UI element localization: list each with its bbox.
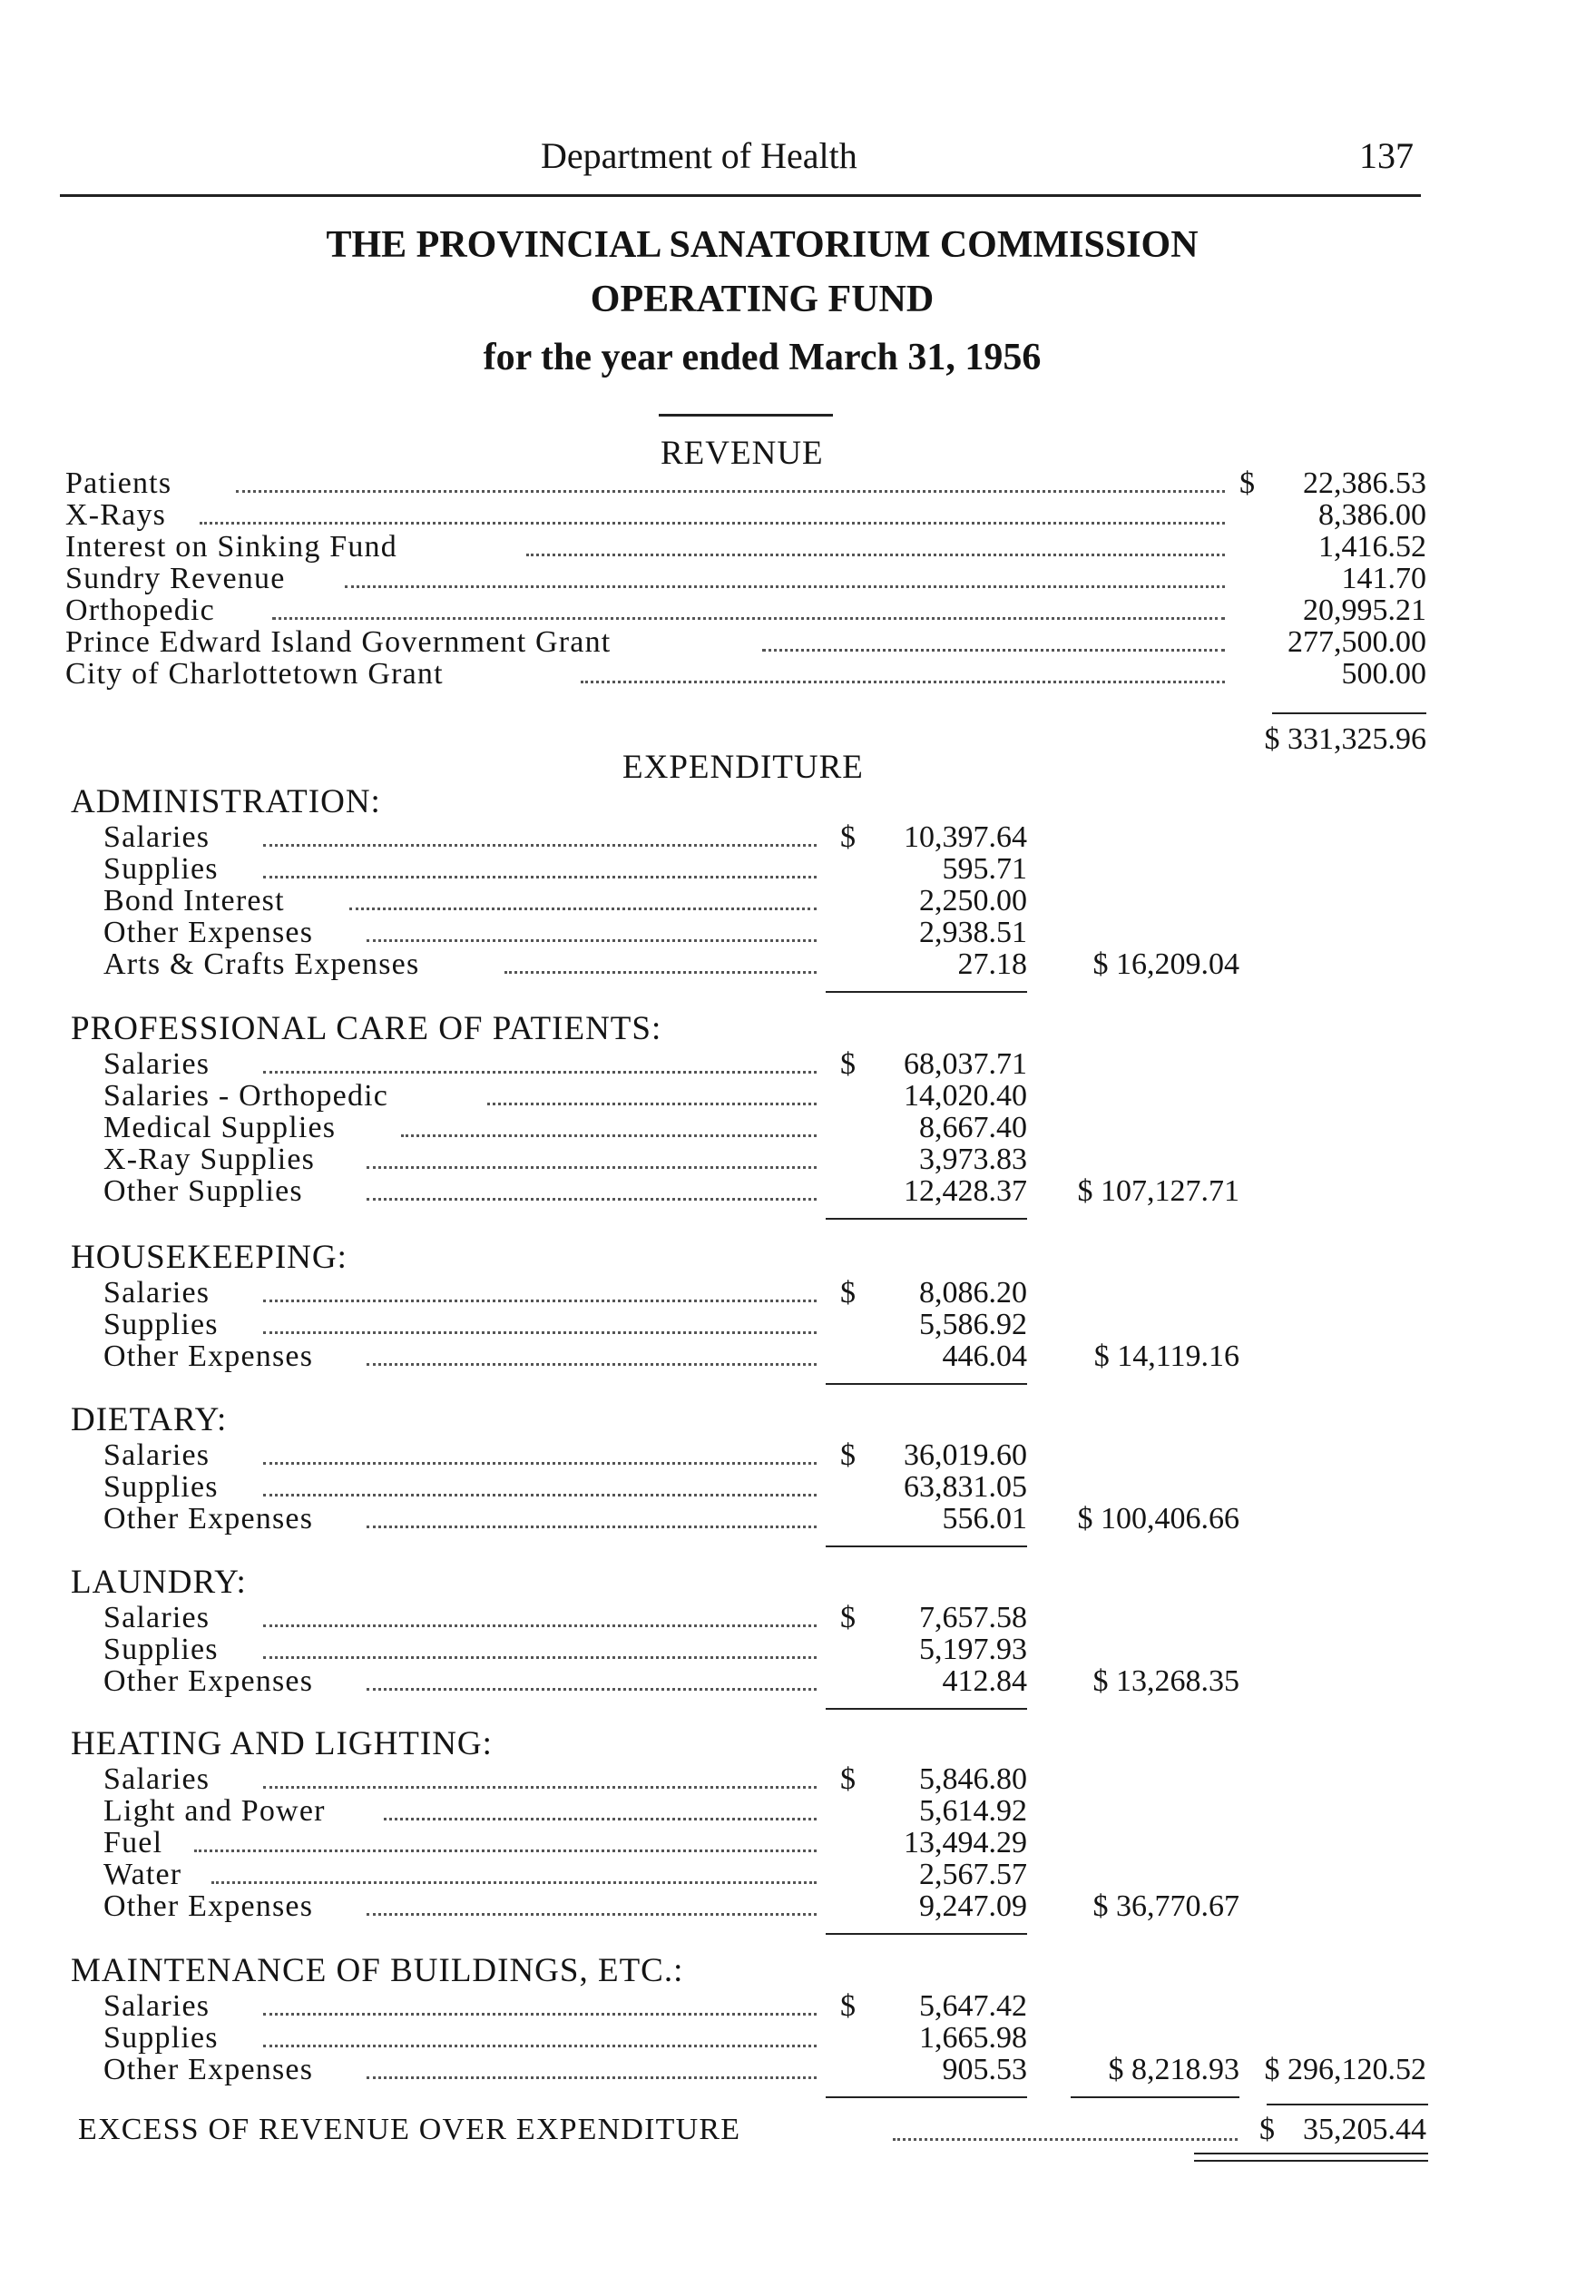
leader-dots (581, 681, 1225, 683)
revenue-item-label: Orthopedic (65, 594, 215, 627)
leader-dots (367, 1166, 817, 1169)
expense-item-amount: 2,567.57 (919, 1858, 1027, 1891)
page-number: 137 (1359, 135, 1414, 176)
expense-item-amount: 905.53 (942, 2053, 1027, 2086)
document-period: for the year ended March 31, 1956 (483, 337, 1042, 378)
leader-dots (236, 490, 1225, 493)
section-heading: DIETARY: (71, 1401, 228, 1438)
expense-item-label: Bond Interest (103, 884, 285, 917)
revenue-total-rule (1272, 712, 1426, 714)
expense-item-amount: 3,973.83 (919, 1143, 1027, 1176)
leader-dots (263, 1786, 817, 1789)
expense-item-label: Other Expenses (103, 916, 314, 949)
revenue-item-currency: $ (1239, 466, 1255, 500)
expense-item-amount: 7,657.58 (919, 1601, 1027, 1634)
revenue-item-amount: 500.00 (1341, 657, 1426, 691)
expense-item-label: Supplies (103, 2021, 219, 2055)
revenue-item-amount: 22,386.53 (1303, 466, 1426, 500)
subtotal-rule (826, 1933, 1027, 1935)
excess-amount: 35,205.44 (1303, 2113, 1426, 2146)
expense-item-label: X-Ray Supplies (103, 1143, 316, 1176)
expense-item-label: Other Expenses (103, 1502, 314, 1536)
running-header: Department of Health (541, 135, 857, 176)
expense-item-label: Salaries - Orthopedic (103, 1079, 389, 1113)
section-heading: MAINTENANCE OF BUILDINGS, ETC.: (71, 1952, 684, 1989)
expense-item-label: Salaries (103, 1047, 211, 1081)
expense-item-amount: 14,020.40 (904, 1079, 1027, 1113)
expense-item-label: Supplies (103, 1470, 219, 1504)
leader-dots (263, 1331, 817, 1334)
section-subtotal: $ 100,406.66 (1077, 1502, 1239, 1536)
expense-item-label: Salaries (103, 1601, 211, 1634)
leader-dots (401, 1134, 817, 1137)
revenue-item-label: City of Charlottetown Grant (65, 657, 444, 691)
expense-item-amount: 10,397.64 (904, 820, 1027, 854)
expense-item-amount: 8,667.40 (919, 1111, 1027, 1144)
leader-dots (762, 649, 1225, 652)
expense-item-amount: 27.18 (957, 947, 1027, 981)
subtotal-rule (826, 2096, 1027, 2098)
subtotal-rule (826, 1708, 1027, 1710)
leader-dots (367, 1363, 817, 1366)
expense-item-label: Other Supplies (103, 1174, 303, 1208)
expense-item-amount: 2,938.51 (919, 916, 1027, 949)
expense-item-label: Arts & Crafts Expenses (103, 947, 420, 981)
expense-item-label: Light and Power (103, 1794, 326, 1828)
expense-item-label: Supplies (103, 852, 219, 886)
leader-dots (194, 1850, 817, 1852)
title-divider (659, 414, 833, 417)
expense-item-amount: 36,019.60 (904, 1438, 1027, 1472)
document-title: THE PROVINCIAL SANATORIUM COMMISSION (326, 224, 1199, 266)
subtotal-rule (1071, 2096, 1239, 2098)
expense-item-currency: $ (840, 820, 856, 854)
leader-dots (272, 617, 1225, 620)
expense-item-amount: 2,250.00 (919, 884, 1027, 917)
subtotal-rule (826, 1545, 1027, 1547)
subtotal-rule (826, 1218, 1027, 1220)
excess-leader (893, 2138, 1238, 2141)
subtotal-rule (826, 991, 1027, 993)
revenue-item-amount: 277,500.00 (1288, 625, 1426, 659)
subtotal-rule (826, 1383, 1027, 1385)
expense-item-amount: 63,831.05 (904, 1470, 1027, 1504)
section-heading: HOUSEKEEPING: (71, 1239, 348, 1276)
leader-dots (263, 2045, 817, 2047)
revenue-heading: REVENUE (661, 435, 824, 472)
expenditure-grand-total: $ 296,120.52 (1264, 2053, 1426, 2086)
leader-dots (367, 939, 817, 942)
expenditure-heading: EXPENDITURE (622, 749, 864, 786)
leader-dots (384, 1818, 817, 1820)
expense-item-currency: $ (840, 1276, 856, 1310)
expense-item-label: Supplies (103, 1633, 219, 1666)
expense-item-amount: 446.04 (942, 1339, 1027, 1373)
revenue-item-amount: 141.70 (1341, 562, 1426, 595)
expense-item-label: Supplies (103, 1308, 219, 1341)
revenue-item-label: X-Rays (65, 498, 167, 532)
expense-item-currency: $ (840, 1047, 856, 1081)
leader-dots (263, 876, 817, 878)
leader-dots (367, 1198, 817, 1201)
expense-item-currency: $ (840, 1762, 856, 1796)
leader-dots (526, 554, 1225, 556)
section-heading: LAUNDRY: (71, 1564, 247, 1601)
revenue-item-label: Sundry Revenue (65, 562, 286, 595)
leader-dots (367, 1688, 817, 1691)
leader-dots (263, 1656, 817, 1659)
section-subtotal: $ 36,770.67 (1092, 1889, 1239, 1923)
leader-dots (367, 2076, 817, 2079)
excess-label: EXCESS OF REVENUE OVER EXPENDITURE (78, 2113, 741, 2146)
revenue-item-label: Interest on Sinking Fund (65, 530, 397, 564)
leader-dots (504, 971, 817, 974)
expense-item-currency: $ (840, 1438, 856, 1472)
expense-item-label: Salaries (103, 1438, 211, 1472)
revenue-item-amount: 1,416.52 (1318, 530, 1426, 564)
expense-item-label: Other Expenses (103, 1889, 314, 1923)
expense-item-label: Other Expenses (103, 1339, 314, 1373)
expense-item-label: Salaries (103, 1762, 211, 1796)
leader-dots (263, 844, 817, 847)
leader-dots (367, 1526, 817, 1528)
header-rule (60, 194, 1421, 197)
leader-dots (367, 1913, 817, 1916)
expense-item-amount: 1,665.98 (919, 2021, 1027, 2055)
excess-double-rule (1194, 2153, 1428, 2162)
section-subtotal: $ 14,119.16 (1093, 1339, 1239, 1373)
leader-dots (263, 1462, 817, 1465)
grand-total-rule (1267, 2104, 1428, 2105)
section-subtotal: $ 13,268.35 (1092, 1664, 1239, 1698)
revenue-item-label: Patients (65, 466, 172, 500)
revenue-item-label: Prince Edward Island Government Grant (65, 625, 612, 659)
expense-item-amount: 5,846.80 (919, 1762, 1027, 1796)
section-subtotal: $ 8,218.93 (1108, 2053, 1239, 2086)
leader-dots (487, 1103, 817, 1105)
expense-item-amount: 412.84 (942, 1664, 1027, 1698)
expense-item-label: Fuel (103, 1826, 163, 1859)
expense-item-amount: 68,037.71 (904, 1047, 1027, 1081)
expense-item-amount: 12,428.37 (904, 1174, 1027, 1208)
revenue-item-amount: 8,386.00 (1318, 498, 1426, 532)
leader-dots (263, 1300, 817, 1302)
expense-item-label: Other Expenses (103, 1664, 314, 1698)
expense-item-amount: 5,197.93 (919, 1633, 1027, 1666)
expense-item-label: Water (103, 1858, 182, 1891)
expense-item-label: Medical Supplies (103, 1111, 337, 1144)
leader-dots (263, 1071, 817, 1074)
expense-item-amount: 595.71 (942, 852, 1027, 886)
leader-dots (211, 1881, 817, 1884)
leader-dots (263, 1494, 817, 1496)
expense-item-amount: 13,494.29 (904, 1826, 1027, 1859)
section-heading: ADMINISTRATION: (71, 783, 381, 820)
expense-item-amount: 8,086.20 (919, 1276, 1027, 1310)
expense-item-amount: 556.01 (942, 1502, 1027, 1536)
excess-currency: $ (1259, 2113, 1275, 2146)
expense-item-currency: $ (840, 1601, 856, 1634)
expense-item-currency: $ (840, 1989, 856, 2023)
expense-item-label: Salaries (103, 1276, 211, 1310)
leader-dots (345, 585, 1225, 588)
leader-dots (263, 1624, 817, 1627)
revenue-item-amount: 20,995.21 (1303, 594, 1426, 627)
section-subtotal: $ 16,209.04 (1092, 947, 1239, 981)
expense-item-amount: 5,614.92 (919, 1794, 1027, 1828)
expense-item-amount: 9,247.09 (919, 1889, 1027, 1923)
leader-dots (200, 522, 1225, 525)
expense-item-label: Salaries (103, 1989, 211, 2023)
leader-dots (263, 2013, 817, 2016)
expense-item-label: Other Expenses (103, 2053, 314, 2086)
section-subtotal: $ 107,127.71 (1077, 1174, 1239, 1208)
document-subtitle: OPERATING FUND (590, 279, 935, 320)
expense-item-amount: 5,586.92 (919, 1308, 1027, 1341)
expense-item-amount: 5,647.42 (919, 1989, 1027, 2023)
section-heading: HEATING AND LIGHTING: (71, 1725, 493, 1762)
revenue-total: $ 331,325.96 (1264, 722, 1426, 756)
leader-dots (349, 908, 817, 910)
section-heading: PROFESSIONAL CARE OF PATIENTS: (71, 1010, 662, 1047)
expense-item-label: Salaries (103, 820, 211, 854)
